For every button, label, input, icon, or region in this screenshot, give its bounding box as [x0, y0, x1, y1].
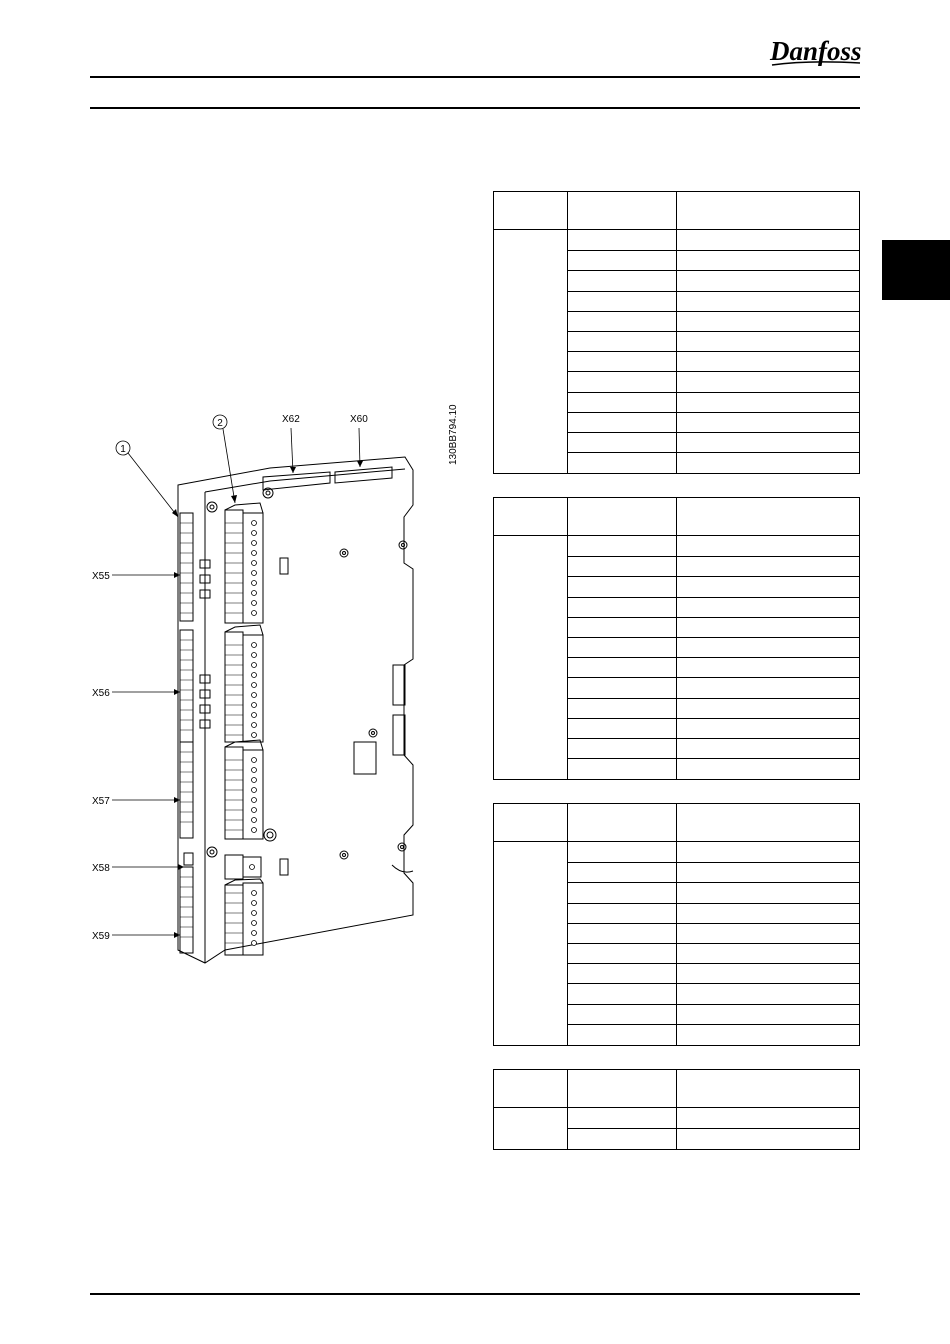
table-row [567, 718, 859, 719]
table-row [567, 1128, 859, 1129]
column-divider [567, 498, 568, 779]
table-row [567, 677, 859, 678]
table-3 [493, 803, 860, 1046]
table-row [567, 882, 859, 883]
column-divider [676, 498, 677, 779]
table-row [567, 432, 859, 433]
strip-x57 [180, 742, 193, 838]
table-row [567, 758, 859, 759]
table-row [567, 250, 859, 251]
terminal-block-2 [225, 625, 263, 742]
table-row [567, 943, 859, 944]
table-row [567, 597, 859, 598]
table-row [567, 331, 859, 332]
table-1 [493, 191, 860, 474]
strip-x56 [180, 630, 193, 742]
table-row [567, 1024, 859, 1025]
column-divider [567, 1070, 568, 1149]
label-x59: X59 [92, 931, 110, 942]
callout-2-leader [223, 429, 235, 503]
table-row [567, 657, 859, 658]
strip-x58 [184, 853, 193, 865]
logo-text: Danfoss [770, 36, 862, 66]
header-rule-bottom [90, 107, 860, 109]
chapter-tab [882, 240, 950, 300]
table-row [567, 371, 859, 372]
callout-1-label: 1 [120, 444, 126, 455]
label-x56: X56 [92, 688, 110, 699]
terminal-block-4 [225, 855, 261, 879]
column-divider [676, 804, 677, 1045]
table-row [567, 291, 859, 292]
table-2 [493, 497, 860, 780]
strip-x59 [180, 867, 193, 953]
table-row [567, 576, 859, 577]
table-row [567, 738, 859, 739]
control-card-diagram [80, 395, 480, 985]
table-row [567, 452, 859, 453]
label-x58: X58 [92, 863, 110, 874]
footer-rule [90, 1293, 860, 1295]
label-x57: X57 [92, 796, 110, 807]
label-x62: X62 [282, 414, 300, 425]
connector-x60-body [335, 467, 392, 483]
table-row [567, 311, 859, 312]
table-row [567, 963, 859, 964]
table-row [567, 698, 859, 699]
label-x60: X60 [350, 414, 368, 425]
table-row [567, 1004, 859, 1005]
table-row [567, 617, 859, 618]
table-row [567, 637, 859, 638]
column-divider [676, 1070, 677, 1149]
column-divider [676, 192, 677, 473]
table-row [567, 556, 859, 557]
table-row [567, 903, 859, 904]
figure-id: 130BB794.10 [448, 404, 459, 465]
table-row [567, 862, 859, 863]
table-row [567, 412, 859, 413]
danfoss-logo [768, 30, 862, 72]
column-divider [567, 804, 568, 1045]
strip-x55 [180, 513, 193, 621]
table-row [567, 351, 859, 352]
table-row [567, 923, 859, 924]
table-4 [493, 1069, 860, 1150]
callout-2-label: 2 [217, 418, 223, 429]
terminal-block-3 [225, 740, 263, 839]
table-row [567, 270, 859, 271]
label-x55: X55 [92, 571, 110, 582]
callout-1-leader [128, 453, 178, 517]
table-row [567, 392, 859, 393]
column-divider [567, 192, 568, 473]
header-rule-top [90, 76, 860, 78]
table-row [567, 983, 859, 984]
board-outline [178, 457, 413, 963]
